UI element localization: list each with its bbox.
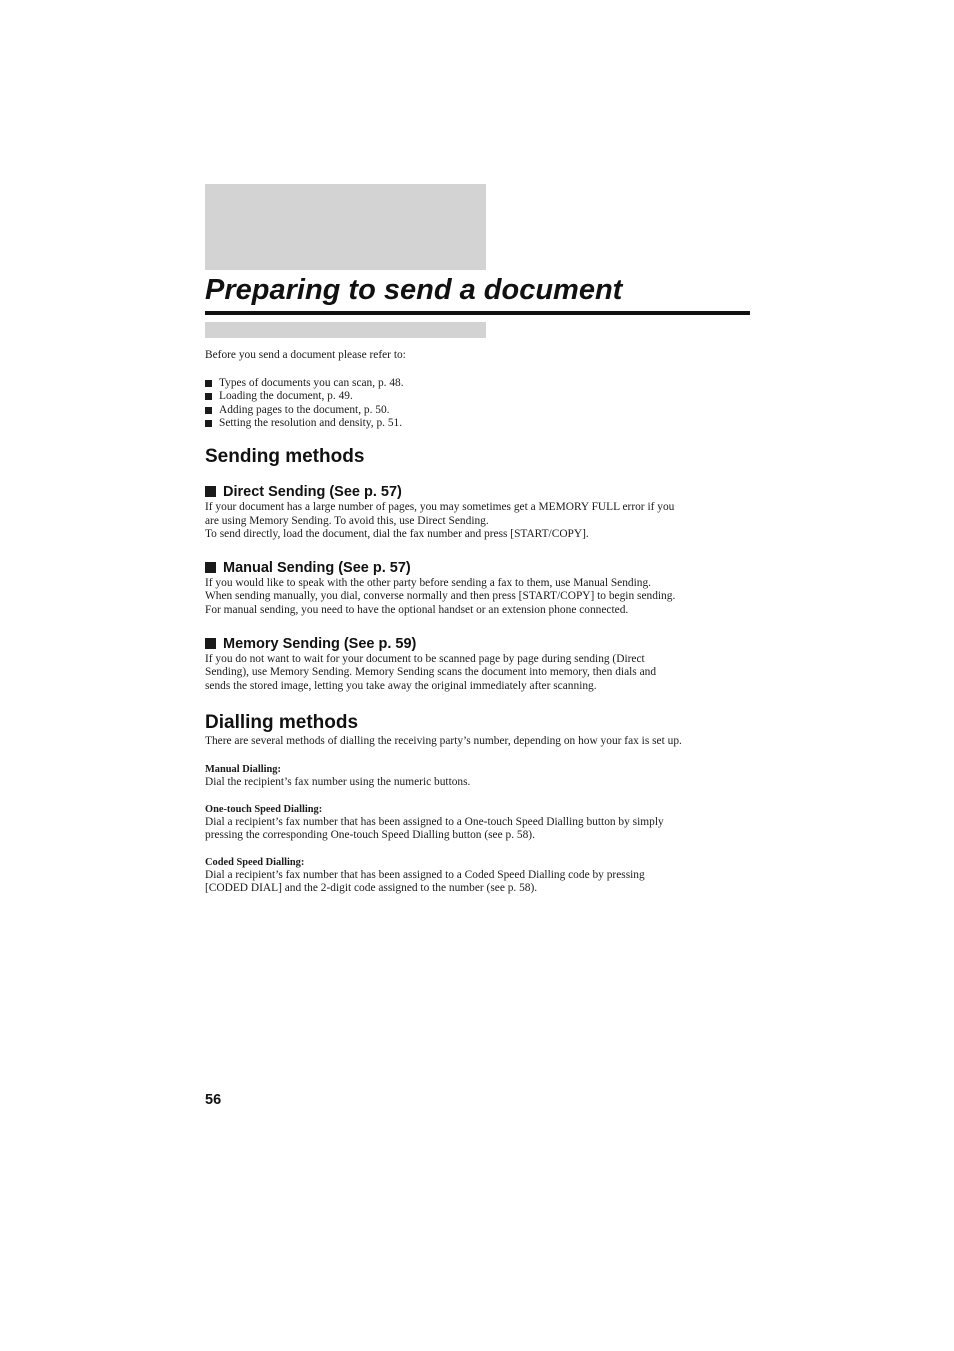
header-grey-block	[205, 184, 486, 270]
dialling-methods-heading: Dialling methods	[205, 712, 359, 734]
page-title: Preparing to send a document	[205, 274, 623, 306]
reference-item: Setting the resolution and density, p. 51.	[205, 417, 753, 431]
direct-sending-section	[205, 483, 753, 542]
subheader-grey-block	[205, 322, 486, 338]
reference-item: Adding pages to the document, p. 50.	[205, 404, 753, 418]
coded-dialling-block	[205, 856, 753, 896]
memory-sending-section	[205, 635, 753, 694]
square-bullet-icon	[205, 407, 212, 414]
body-line: Sending), use Memory Sending. Memory Sending scans the document into memory, then dials and	[205, 666, 657, 679]
page-number: 56	[205, 1092, 222, 1108]
body-line: pressing the corresponding One-touch Speed Dialling button (see p. 58).	[205, 829, 535, 842]
body-line: If you do not want to wait for your document to be scanned page by page during sending (Direct	[205, 652, 645, 665]
body-line: [CODED DIAL] and the 2-digit code assigned to the number (see p. 58).	[205, 882, 538, 895]
body-line: Dial a recipient’s fax number that has been assigned to a Coded Speed Dialling code by pressing	[205, 868, 645, 881]
onetouch-dialling-block	[205, 803, 753, 843]
square-bullet-icon	[205, 562, 216, 573]
memory-sending-heading: Memory Sending (See p. 59)	[205, 635, 753, 653]
square-bullet-icon	[205, 380, 212, 387]
page-content	[205, 349, 753, 909]
manual-sending-heading: Manual Sending (See p. 57)	[205, 559, 753, 577]
body-line: Dial the recipient’s fax number using the numeric buttons.	[205, 775, 471, 788]
manual-dialling-heading: Manual Dialling:	[205, 763, 281, 775]
body-line: If you would like to speak with the other party before sending a fax to them, use Manual Sending.	[205, 576, 652, 589]
sending-methods-heading: Sending methods	[205, 445, 365, 467]
body-line: For manual sending, you need to have the optional handset or an extension phone connected.	[205, 603, 629, 616]
onetouch-dialling-heading: One-touch Speed Dialling:	[205, 803, 323, 815]
dialling-intro: There are several methods of dialling the receiving party’s number, depending on how your fax is set up.	[205, 735, 682, 748]
manual-sending-section	[205, 559, 753, 618]
coded-dialling-heading: Coded Speed Dialling:	[205, 856, 305, 868]
square-bullet-icon	[205, 638, 216, 649]
square-bullet-icon	[205, 420, 212, 427]
intro-text: Before you send a document please refer to:	[205, 349, 406, 361]
body-line: sends the stored image, letting you take away the original immediately after scanning.	[205, 679, 597, 692]
direct-sending-heading: Direct Sending (See p. 57)	[205, 483, 753, 501]
manual-dialling-block	[205, 763, 753, 790]
body-line: When sending manually, you dial, converse normally and then press [START/COPY] to begin sending.	[205, 590, 676, 603]
reference-list	[205, 377, 753, 431]
body-line: are using Memory Sending. To avoid this, use Direct Sending.	[205, 514, 489, 527]
title-rule	[205, 311, 750, 315]
square-bullet-icon	[205, 393, 212, 400]
square-bullet-icon	[205, 486, 216, 497]
body-line: Dial a recipient’s fax number that has been assigned to a One-touch Speed Dialling button by simply	[205, 815, 664, 828]
reference-item: Loading the document, p. 49.	[205, 390, 753, 404]
body-line: To send directly, load the document, dial the fax number and press [START/COPY].	[205, 528, 589, 541]
reference-item: Types of documents you can scan, p. 48.	[205, 377, 753, 391]
body-line: If your document has a large number of pages, you may sometimes get a MEMORY FULL error if you	[205, 500, 675, 513]
